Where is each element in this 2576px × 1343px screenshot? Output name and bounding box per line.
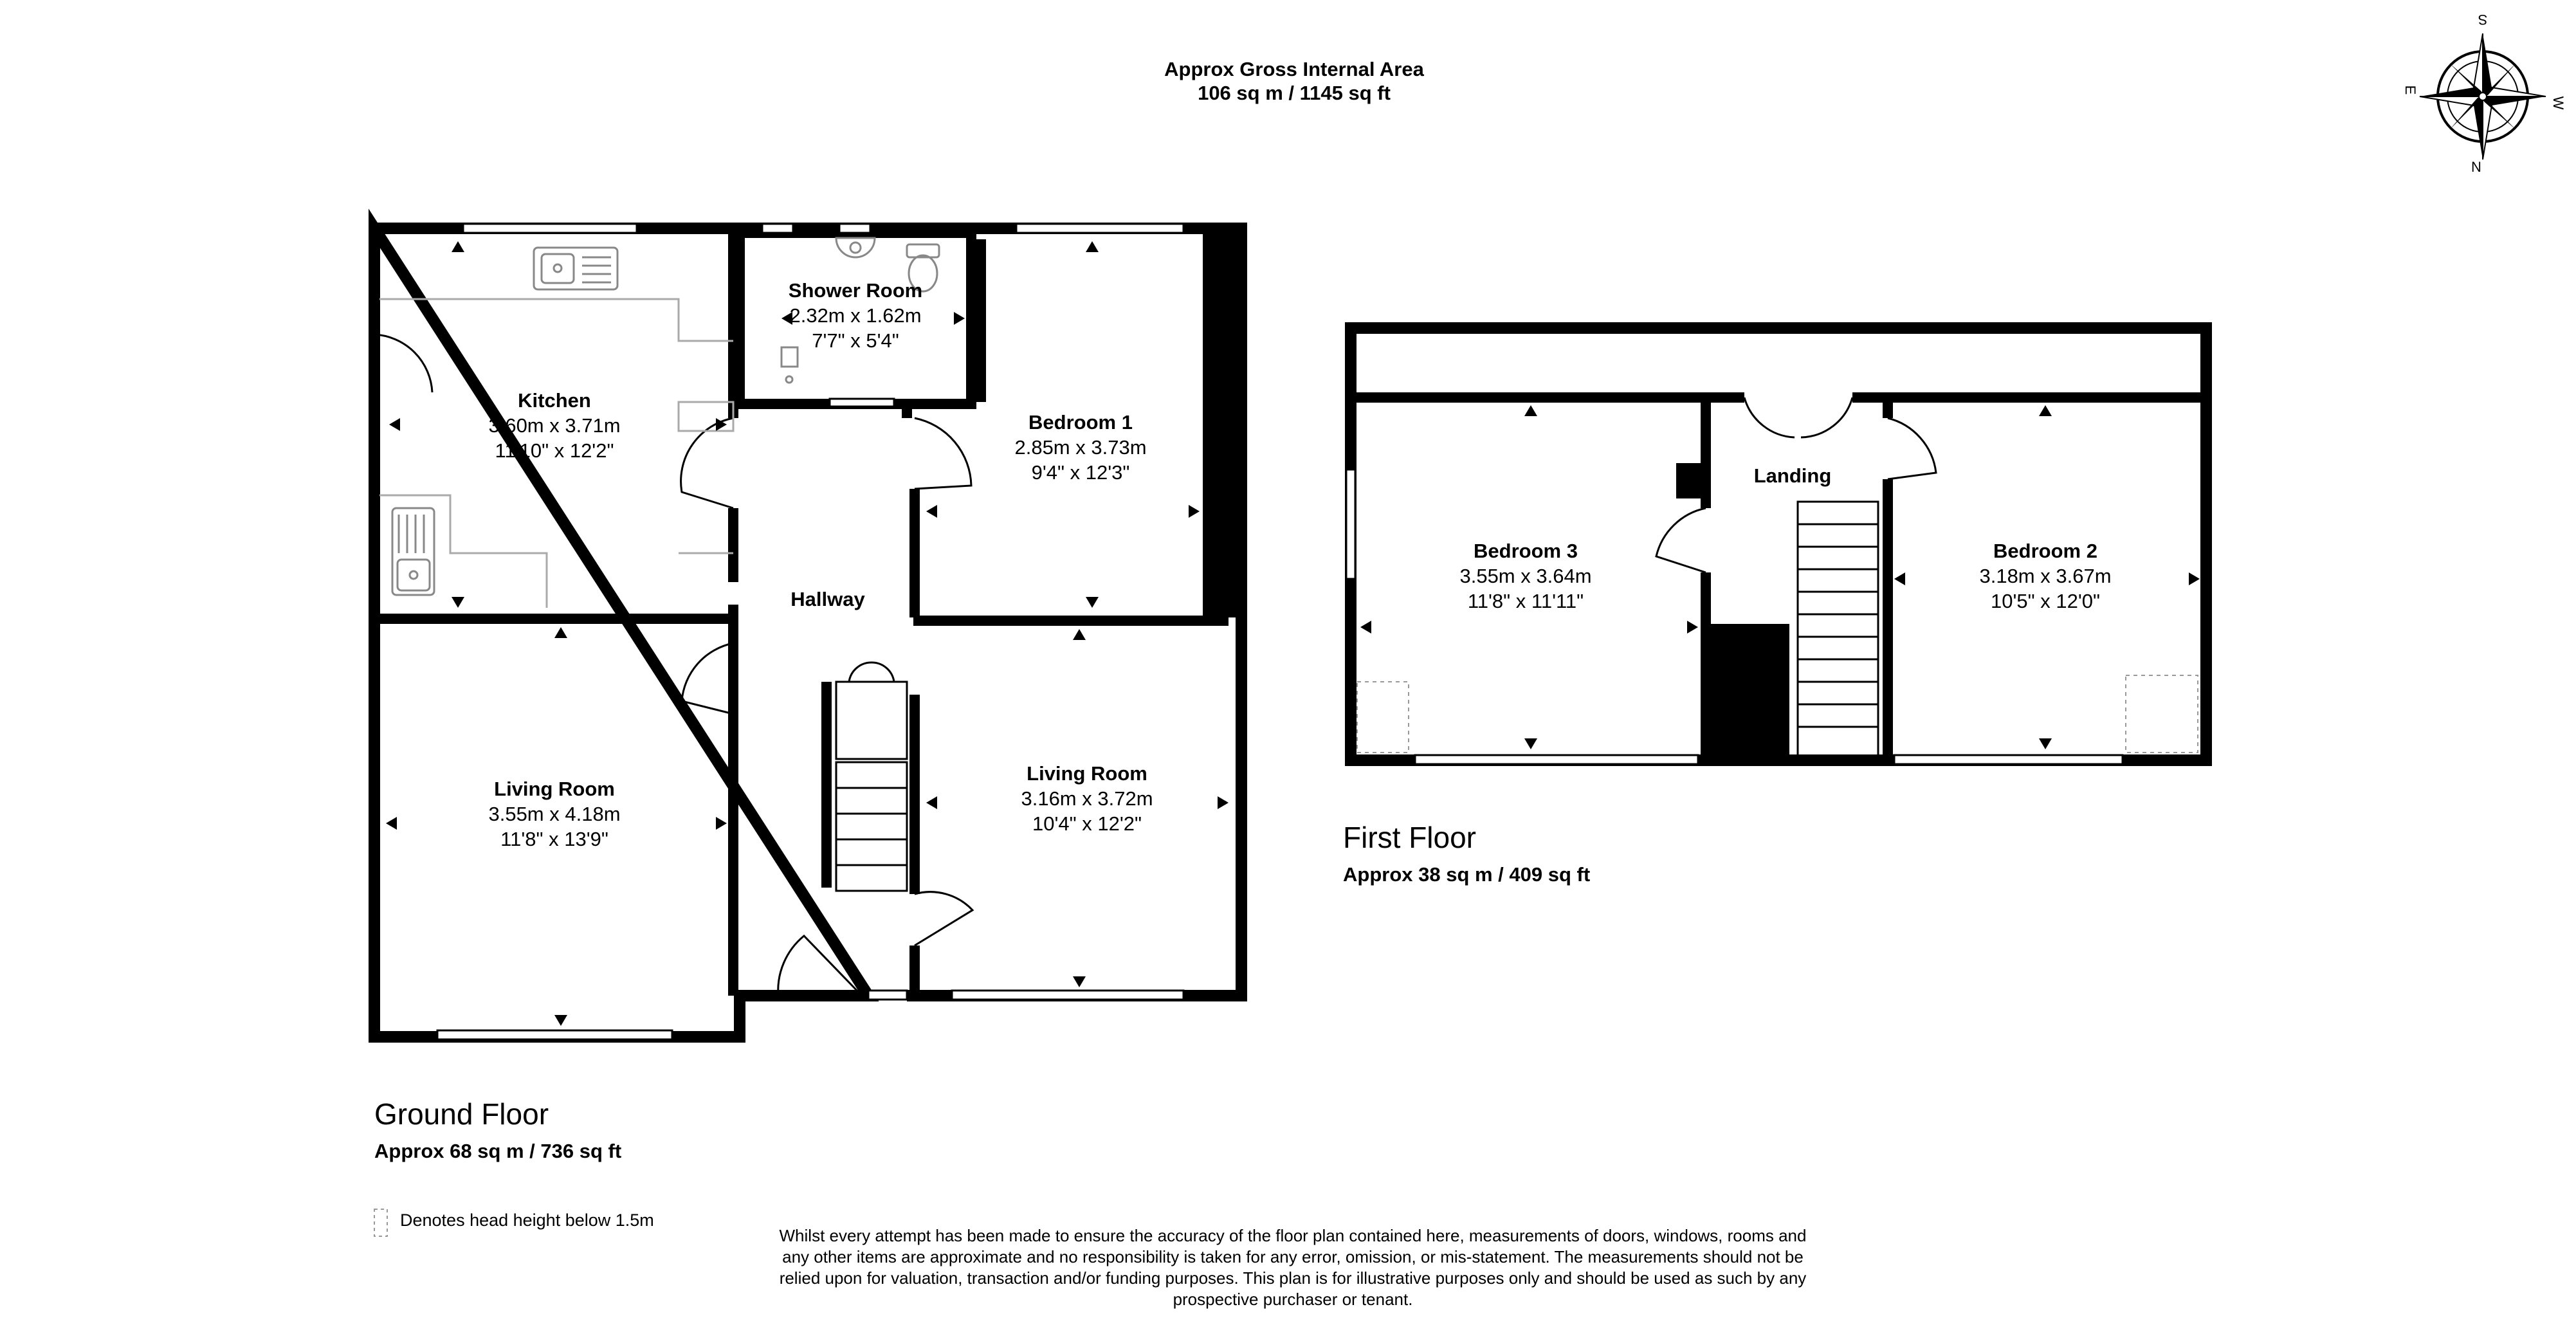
sink-icon (534, 248, 617, 289)
first-floor-title: First Floor (1343, 821, 1476, 854)
legend-label: Denotes head height below 1.5m (400, 1211, 654, 1230)
room-imperial: 11'8" x 13'9" (500, 828, 608, 850)
chimney-block (1203, 232, 1241, 617)
disclaimer-line: relied upon for valuation, transaction and/or funding purposes. This plan is for illustrative purposes only and should be used as such by any (779, 1268, 1807, 1288)
ground-floor-area: Approx 68 sq m / 736 sq ft (374, 1140, 622, 1162)
living-room-left-door (682, 643, 733, 714)
room-imperial: 7'7" x 5'4" (812, 329, 899, 352)
room-imperial: 9'4" x 12'3" (1031, 461, 1130, 484)
legend-swatch (374, 1209, 387, 1236)
room-metric: 3.55m x 4.18m (488, 803, 621, 825)
room-metric: 2.85m x 3.73m (1014, 436, 1147, 459)
basin-icon (836, 238, 875, 257)
room-imperial: 11'10" x 12'2" (495, 439, 614, 462)
room-metric: 3.18m x 3.67m (1979, 565, 2112, 587)
room-metric: 3.60m x 3.71m (488, 414, 621, 437)
room-imperial: 11'8" x 11'11" (1467, 590, 1584, 612)
window (437, 224, 1183, 1039)
compass-e-label: E (2402, 85, 2418, 95)
bedroom-2-door (1888, 418, 1936, 479)
disclaimer-line: prospective purchaser or tenant. (1173, 1290, 1413, 1309)
header-title: Approx Gross Internal Area (1164, 58, 1424, 80)
room-name: Landing (1753, 464, 1832, 487)
ground-floor-outer-wall (374, 228, 1241, 1037)
disclaimer (708, 1225, 1878, 1310)
ground-floor-title: Ground Floor (374, 1097, 549, 1131)
void-block (1706, 624, 1789, 756)
room-metric: 3.16m x 3.72m (1021, 787, 1153, 810)
living-room-right-door (915, 892, 973, 946)
disclaimer-line: Whilst every attempt has been made to ensure the accuracy of the floor plan contained here, measurements of doors, windows, rooms and (779, 1226, 1807, 1245)
first-floor-area: Approx 38 sq m / 409 sq ft (1343, 863, 1591, 886)
bedroom-1-door (915, 418, 971, 489)
disclaimer-line: any other items are approximate and no responsibility is taken for any error, omission, or mis-statement. The measurements should not be (782, 1247, 1804, 1266)
room-metric: 3.55m x 3.64m (1459, 565, 1592, 587)
room-metric: 2.32m x 1.62m (789, 304, 922, 327)
compass-icon (2420, 33, 2546, 160)
compass-w-label: W (2550, 96, 2566, 110)
staircase (836, 762, 907, 891)
compass-n-label: N (2471, 159, 2481, 175)
room-name: Kitchen (518, 389, 591, 412)
sink-icon (392, 508, 434, 595)
kitchen-external-door (374, 334, 432, 392)
room-name: Bedroom 2 (1993, 540, 2097, 562)
landing-cupboard-door (1744, 397, 1852, 437)
ground-floor-interior-walls (379, 233, 1229, 996)
shower-icon (781, 347, 798, 383)
room-name: Shower Room (788, 279, 923, 302)
ground-floor-plan (374, 224, 1241, 1039)
header-area: 106 sq m / 1145 sq ft (1198, 82, 1391, 104)
room-name: Hallway (790, 588, 865, 610)
compass-s-label: S (2478, 12, 2488, 28)
first-floor-plan (1346, 328, 2206, 764)
cupboard (836, 662, 907, 759)
staircase (1798, 502, 1878, 756)
room-imperial: 10'4" x 12'2" (1032, 812, 1142, 835)
room-name: Living Room (494, 778, 615, 800)
room-name: Bedroom 1 (1028, 411, 1133, 434)
room-name: Bedroom 3 (1474, 540, 1578, 562)
room-imperial: 10'5" x 12'0" (1990, 590, 2101, 612)
room-name: Living Room (1027, 762, 1147, 785)
bedroom-3-door (1656, 508, 1706, 572)
chimney-block (1676, 463, 1706, 498)
